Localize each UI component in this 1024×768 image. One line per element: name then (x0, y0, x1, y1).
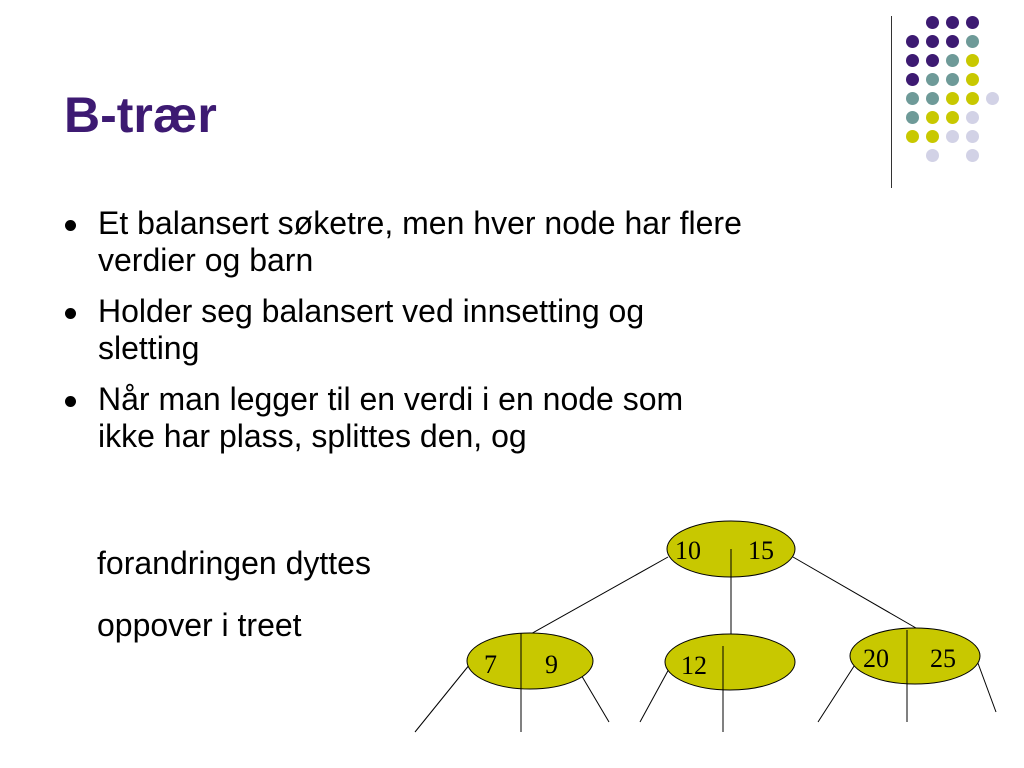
continuation-line-1: forandringen dyttes (97, 545, 371, 581)
node-value: 15 (748, 536, 774, 565)
node-value: 9 (545, 650, 558, 679)
slide-title: B-trær (64, 87, 217, 143)
bullet-text-line1: Et balansert søketre, men hver node har flere (98, 205, 742, 241)
bullet-text-line1: Når man legger til en verdi i en node som (98, 381, 684, 417)
node-value: 10 (675, 536, 701, 565)
node-value: 7 (484, 650, 497, 679)
node-value: 25 (930, 644, 956, 673)
tree-edge-root-left (520, 557, 668, 640)
tree-edge-root-right (793, 557, 916, 628)
tree-pointer (818, 660, 858, 722)
node-value: 12 (681, 651, 707, 680)
bullet-text-line2: verdier og barn (98, 242, 314, 278)
tree-pointer (640, 667, 670, 722)
bullet-text-line2: sletting (98, 330, 200, 366)
bullet-text-line1: Holder seg balansert ved innsetting og (98, 293, 645, 329)
tree-pointer (415, 664, 470, 732)
tree-pointer (580, 673, 609, 722)
continuation-line-2: oppover i treet (97, 607, 302, 643)
bullet-text-line2: ikke har plass, splittes den, og (98, 418, 527, 454)
node-value: 20 (863, 644, 889, 673)
